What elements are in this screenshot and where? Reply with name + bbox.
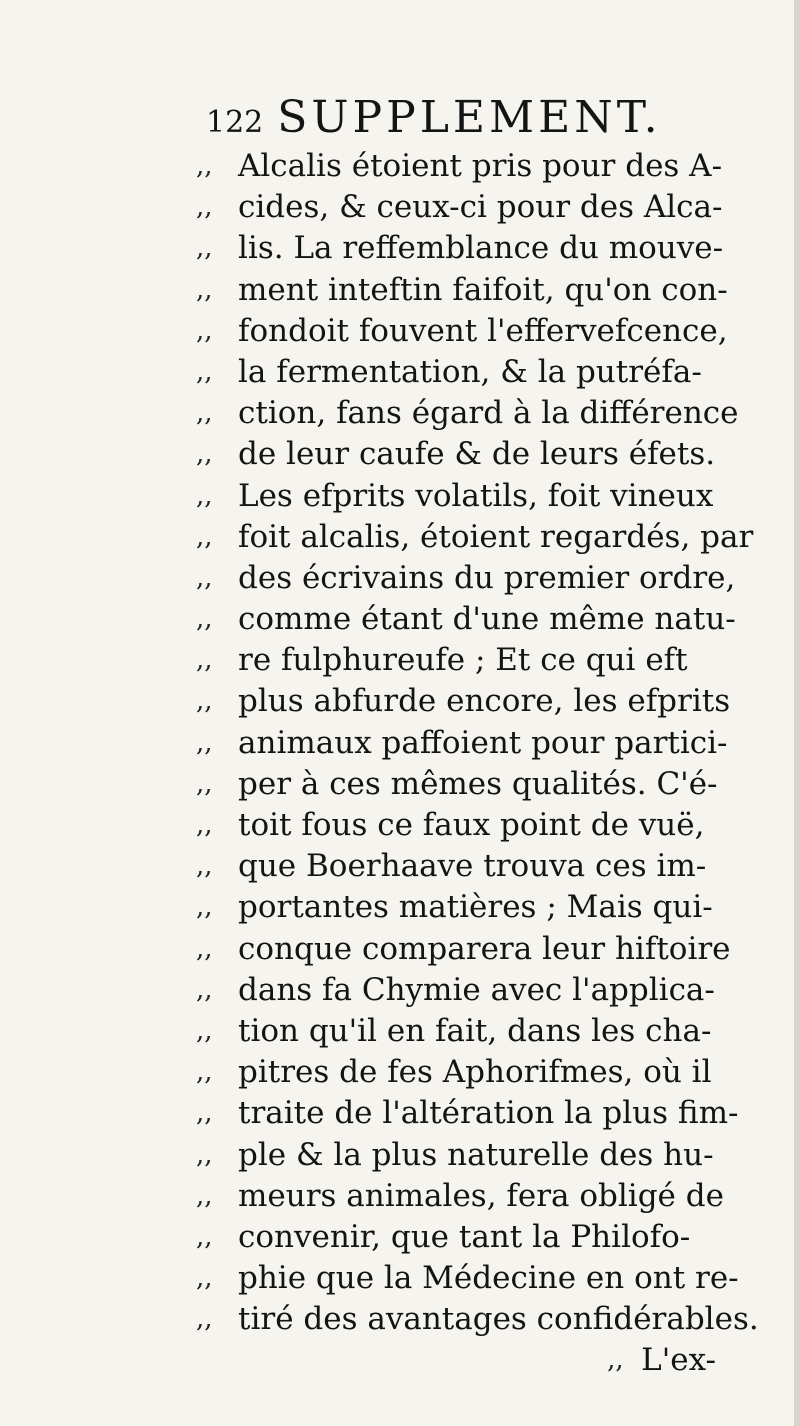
quote-mark: ,, [196,1221,213,1252]
quote-mark: ,, [196,1263,213,1294]
quote-mark: ,, [196,892,213,923]
quote-mark: ,, [196,727,213,758]
quote-mark: ,, [196,315,213,346]
text-line: ,, la fermentation, & la putréfa- [196,352,796,393]
quote-mark: ,, [607,1345,624,1376]
text-line: ,, tiré des avantages confidérables. [196,1299,796,1340]
text-line: ,, de leur caufe & de leurs éfets. [196,434,796,475]
quote-mark: ,, [196,604,213,635]
quote-mark: ,, [196,356,213,387]
text-line: ,, re fulphureufe ; Et ce qui eft [196,640,796,681]
quote-mark: ,, [196,645,213,676]
text-line: ,, ment inteftin faifoit, qu'on con- [196,270,796,311]
page-number: 122 [206,105,264,140]
text-line: ,, conque comparera leur hiftoire [196,929,796,970]
text-line: ,, des écrivains du premier ordre, [196,558,796,599]
quote-mark: ,, [196,686,213,717]
text-line: ,, que Boerhaave trouva ces im- [196,846,796,887]
text-line: ,, convenir, que tant la Philofo- [196,1217,796,1258]
text-line: ,, foit alcalis, étoient regardés, par [196,517,796,558]
text-line: ,, plus abfurde encore, les efprits [196,681,796,722]
text-line: ,, Les efprits volatils, foit vineux [196,476,796,517]
text-line: ,, toit fous ce faux point de vuë, [196,805,796,846]
quote-mark: ,, [196,274,213,305]
page-header [206,92,662,142]
quote-mark: ,, [196,233,213,264]
text-line: ,, dans fa Chymie avec l'applica- [196,970,796,1011]
quote-mark: ,, [196,974,213,1005]
text-line: ,, meurs animales, fera obligé de [196,1176,796,1217]
text-line: ,, Alcalis étoient pris pour des A- [196,146,796,187]
quote-mark: ,, [196,192,213,223]
text-line: ,, per à ces mêmes qualités. C'é- [196,764,796,805]
text-line: ,, lis. La reffemblance du mouve- [196,228,796,269]
text-line: ,, animaux paffoient pour partici- [196,723,796,764]
text-line: ,, traite de l'altération la plus fim- [196,1093,796,1134]
text-line: ,, fondoit fouvent l'effervefcence, [196,311,796,352]
catchword: L'ex- [641,1342,716,1379]
text-line: ,, ple & la plus naturelle des hu- [196,1135,796,1176]
quote-mark: ,, [196,851,213,882]
running-head: SUPPLEMENT. [277,92,662,143]
quote-mark: ,, [196,1098,213,1129]
text-line: ,, tion qu'il en fait, dans les cha- [196,1011,796,1052]
quote-mark: ,, [196,439,213,470]
quote-mark: ,, [196,521,213,552]
text-block [196,146,796,1382]
quote-mark: ,, [196,1304,213,1335]
quote-mark: ,, [196,398,213,429]
text-line: ,, comme étant d'une même natu- [196,599,796,640]
quote-mark: ,, [196,933,213,964]
quote-mark: ,, [196,1015,213,1046]
quote-mark: ,, [196,810,213,840]
quote-mark: ,, [196,1057,213,1088]
text-line: ,, pitres de fes Aphorifmes, où il [196,1052,796,1093]
quote-mark: ,, [196,1180,213,1211]
text-line: ,, phie que la Médecine en ont re- [196,1258,796,1299]
quote-mark: ,, [196,562,213,593]
page-edge [794,0,800,1426]
catchword-line [196,1340,796,1381]
quote-mark: ,, [196,480,213,511]
quote-mark: ,, [196,1139,213,1170]
text-line: ,, cides, & ceux-ci pour des Alca- [196,187,796,228]
quote-mark: ,, [196,768,213,799]
quote-mark: ,, [196,151,213,181]
text-line: ,, ction, fans égard à la différence [196,393,796,434]
text-line: ,, portantes matières ; Mais qui- [196,887,796,928]
